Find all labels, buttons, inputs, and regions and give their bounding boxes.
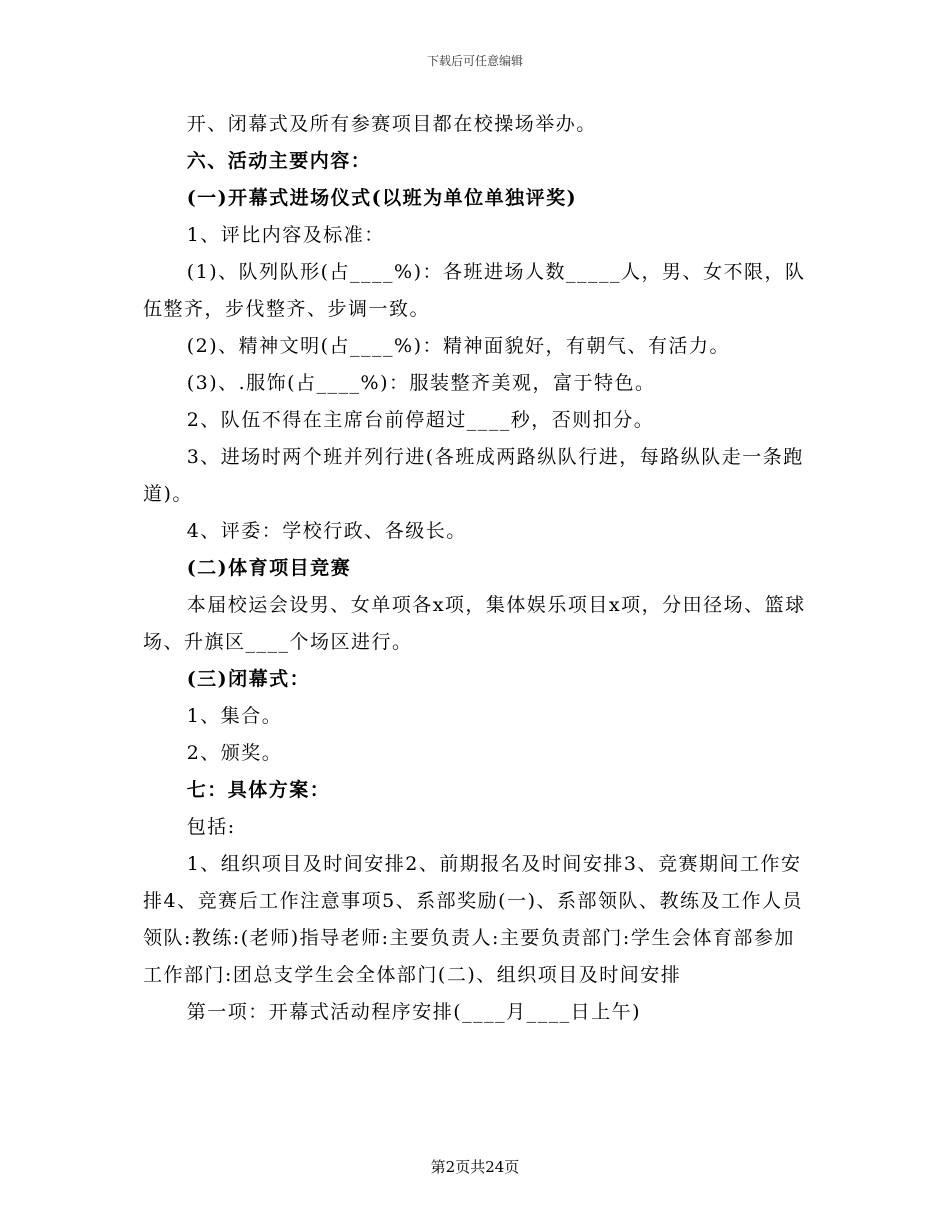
paragraph: (1)、队列队形(占____%)：各班进场人数_____人，男、女不限，队伍整齐，步伐整齐、步调一致。 [143,261,806,320]
page-footer: 第2页共24页 [430,1158,520,1176]
document-body [143,106,811,1031]
paragraph: 1、集合。 [186,705,283,727]
paragraph: 3、进场时两个班并列行进(各班成两路纵队行进，每路纵队走一条跑道)。 [143,446,804,505]
paragraph: 本届校运会设男、女单项各x项，集体娱乐项目x项，分田径场、篮球场、升旗区____个场区进行。 [143,594,806,653]
section-heading: 七：具体方案： [186,779,331,801]
subsection-heading: (一)开幕式进场仪式(以班为单位单独评奖) [186,187,578,209]
section-heading: 六、活动主要内容： [186,150,372,172]
paragraph: 1、组织项目及时间安排2、前期报名及时间安排3、竞赛期间工作安排4、竞赛后工作注意事项5、系部奖励(一)、系部领队、教练及工作人员领队:教练:(老师)指导老师:主要负责人:主要负责部门:学生会体育部参加工作部门:团总支学生会全体部门(二)、组织项目及时间安排 [143,853,804,986]
paragraph: 开、闭幕式及所有参赛项目都在校操场举办。 [186,113,597,135]
subsection-heading: (三)闭幕式： [186,668,311,690]
paragraph: 第一项：开幕式活动程序安排(____月____日上午) [186,1001,642,1023]
paragraph: (3)、.服饰(占____%)：服装整齐美观，富于特色。 [186,372,656,394]
paragraph: 2、队伍不得在主席台前停超过____秒，否则扣分。 [186,409,655,431]
paragraph: 包括: [186,816,236,838]
paragraph: 2、颁奖。 [186,742,283,764]
paragraph: (2)、精神文明(占____%)：精神面貌好，有朝气、有活力。 [186,335,730,357]
paragraph: 4、评委：学校行政、各级长。 [186,520,467,542]
paragraph: 1、评比内容及标准： [186,224,385,246]
subsection-heading: (二)体育项目竞赛 [186,557,352,579]
page-header: 下载后可任意编辑 [426,54,523,68]
